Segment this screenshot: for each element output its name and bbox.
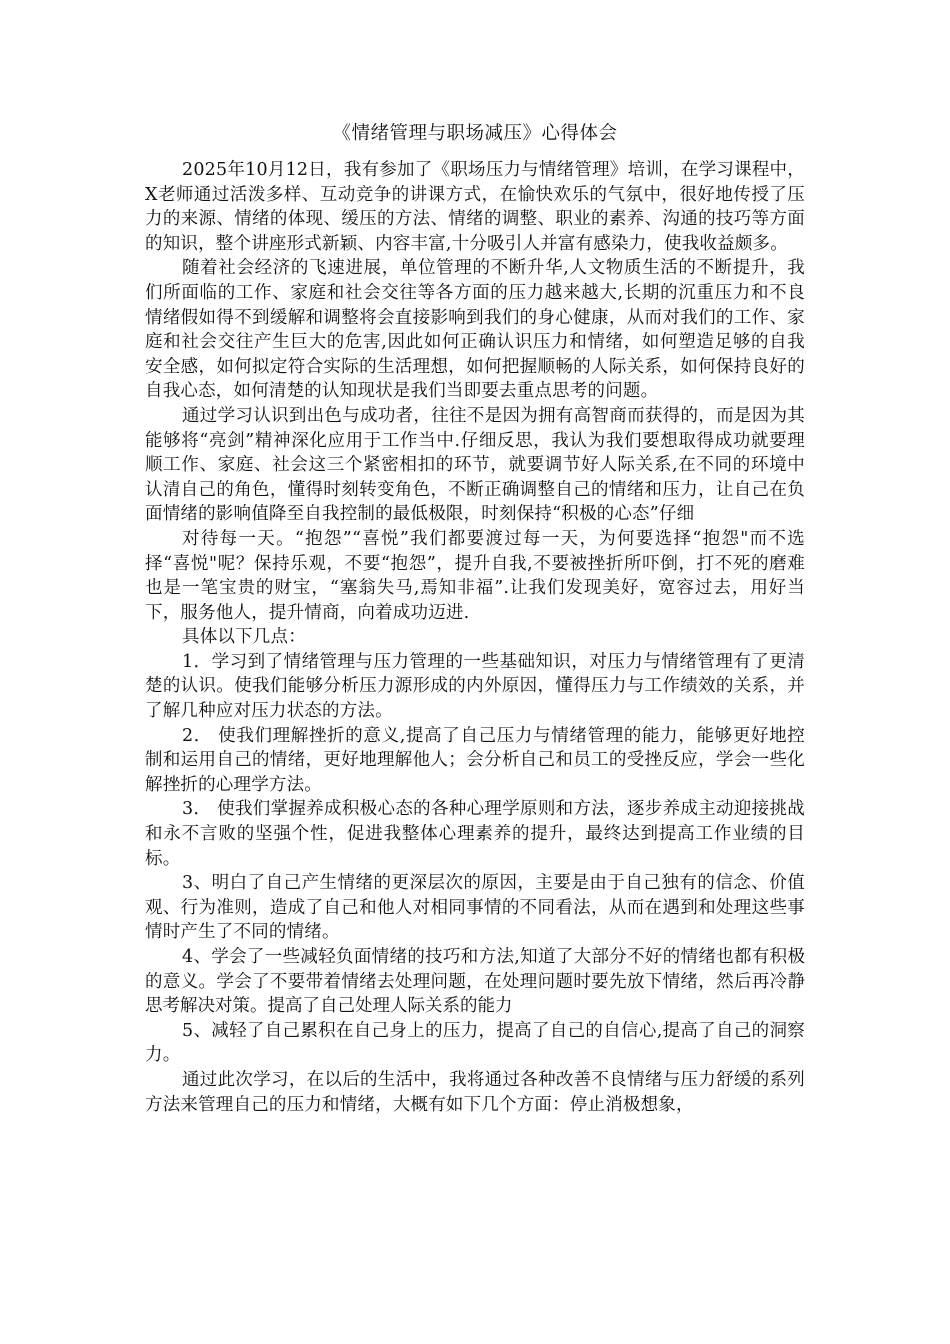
paragraph-conclusion: 通过此次学习，在以后的生活中，我将通过各种改善不良情绪与压力舒缓的系列方法来管理自己的压力和情绪，大概有如下几个方面：停止消极想象， (145, 1069, 805, 1115)
paragraph-point-4: 4、学会了一些减轻负面情绪的技巧和方法,知道了大部分不好的情绪也都有积极的意义。学会了不要带着情绪去处理问题，在处理问题时要先放下情绪，然后再冷静思考解决对策。提高了自己处理人际关系的能力 (145, 947, 805, 1017)
paragraph-point-1: 1．学习到了情绪管理与压力管理的一些基础知识，对压力与情绪管理有了更清楚的认识。使我们能够分析压力源形成的内外原因，懂得压力与工作绩效的关系，并了解几种应对压力状态的方法。 (145, 651, 805, 722)
paragraph-point-5: 5、减轻了自己累积在自己身上的压力，提高了自己的自信心,提高了自己的洞察力。 (145, 1020, 805, 1066)
paragraph-intro: 2025年10月12日，我有参加了《职场压力与情绪管理》培训，在学习课程中，X老师通过活泼多样、互动竞争的讲课方式，在愉快欢乐的气氛中，很好地传授了压力的来源、情绪的体现、缓压的方法、情绪的调整、职业的素养、沟通的技巧等方面的知识，整个讲座形式新颖、内容丰富,十分吸引人并富有感染力，使我收益颇多。 (145, 160, 805, 254)
paragraph-reflection: 通过学习认识到出色与成功者，往往不是因为拥有高智商而获得的，而是因为其能够将“亮剑”精神深化应用于工作当中.仔细反思，我认为我们要想取得成功就要理顺工作、家庭、社会这三个紧密相扣的环节，就要调节好人际关系,在不同的环境中认清自己的角色，懂得时刻转变角色，不断正确调整自己的情绪和压力，让自己在负面情绪的影响值降至自我控制的最低极限，时刻保持“积极的心态”仔细 (145, 405, 805, 525)
document-body (145, 158, 805, 1117)
paragraph-points-heading: 具体以下几点： (182, 627, 306, 648)
paragraph-point-3: 3． 使我们掌握养成积极心态的各种心理学原则和方法，逐步养成主动迎接挑战和永不言败的坚强个性，促进我整体心理素养的提升，最终达到提高工作业绩的目标。 (145, 799, 805, 869)
paragraph-daily-attitude: 对待每一天。“抱怨”“喜悦”我们都要渡过每一天，为何要选择“抱怨"而不选择“喜悦"呢？保持乐观，不要“抱怨”，提升自我,不要被挫折所吓倒，打不死的磨难也是一笔宝贵的财宝，“塞翁失马,焉知非福”.让我们发现美好，宽容过去，用好当下，服务他人，提升情商，向着成功迈进. (145, 528, 805, 623)
paragraph-point-2: 2． 使我们理解挫折的意义,提高了自己压力与情绪管理的能力，能够更好地控制和运用自己的情绪，更好地理解他人；会分析自己和员工的受挫反应，学会一些化解挫折的心理学方法。 (145, 725, 805, 795)
document-title: 《情绪管理与职场减压》心得体会 (332, 123, 618, 144)
paragraph-background: 随着社会经济的飞速进展，单位管理的不断升华,人文物质生活的不断提升，我们所面临的工作、家庭和社会交往等各方面的压力越来越大,长期的沉重压力和不良情绪假如得不到缓解和调整将会直接影响到我们的身心健康，从而对我们的工作、家庭和社会交往产生巨大的危害,因此如何正确认识压力和情绪，如何塑造足够的自我安全感，如何拟定符合实际的生活理想，如何把握顺畅的人际关系，如何保持良好的自我心态，如何清楚的认知现状是我们当即要去重点思考的问题。 (145, 258, 805, 402)
paragraph-point-3b: 3、明白了自己产生情绪的更深层次的原因，主要是由于自己独有的信念、价值观、行为准则，造成了自己和他人对相同事情的不同看法，从而在遇到和处理这些事情时产生了不同的情绪。 (145, 873, 805, 943)
